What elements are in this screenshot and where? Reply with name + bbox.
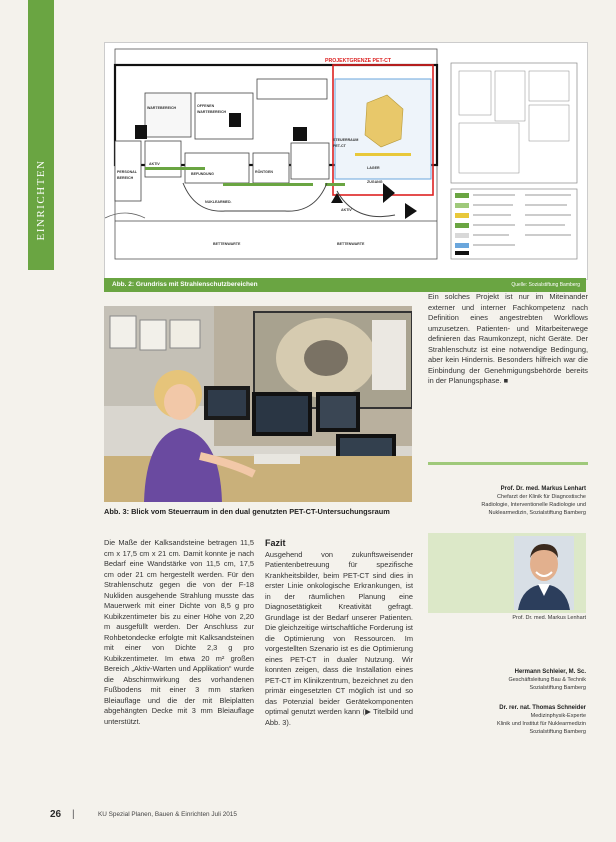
author-line: Nuklearmedizin, Sozialstiftung Bamberg <box>488 510 586 516</box>
portrait-caption: Prof. Dr. med. Markus Lenhart <box>512 615 586 621</box>
svg-text:LAGER: LAGER <box>367 166 380 170</box>
floorplan-caption-bar <box>104 278 586 292</box>
svg-text:PERSONAL: PERSONAL <box>117 170 137 174</box>
author-line: Radiologie, Interventionelle Radiologie und <box>481 502 586 508</box>
author-line: Chefarzt der Klinik für Diagnostische <box>497 494 586 500</box>
author-line: Klinik und Institut für Nuklearmedizin <box>497 721 586 727</box>
svg-text:BEREICH: BEREICH <box>117 176 134 180</box>
author-line: Sozialstiftung Bamberg <box>529 685 586 691</box>
svg-text:NUKLEARMED.: NUKLEARMED. <box>205 200 232 204</box>
svg-text:BETTENWARTE: BETTENWARTE <box>213 242 241 246</box>
svg-text:STEUERRAUM: STEUERRAUM <box>333 138 359 142</box>
author-portrait <box>514 536 574 610</box>
body-column-2 <box>265 538 413 728</box>
floorplan-source: Quelle: Sozialstiftung Bamberg <box>511 282 580 288</box>
svg-text:WARTEBEREICH: WARTEBEREICH <box>147 106 177 110</box>
svg-text:ZUGANG: ZUGANG <box>367 180 383 184</box>
fazit-text: Ausgehend von zukunftsweisender Patientenbetreuung für spezifische Krankheitsbilder, beim PET-CT sind dies in erster Linie onkologische Erkrankungen, ist in der räumlichen Planung eine Diagnosetätigkeit Kreativität gefragt. Grundlage ist der Bedarf unserer Patienten. Die gleichzeitige wirtschaftliche Forderung ist die Optimierung von Ressourcen. Im vorgestellten Szenario ist es die Optimierung eines PET-CT in dualer Nutzung. Wir konnten zeigen, dass die Installation eines PET-CT im Klinikzentrum, bezeichnet zu den primär eingesetzten CT möglich ist und so das Potenzial beider Gerätekomponenten optimal genutzt werden kann (▶ Titelbild und Abb. 3). <box>265 549 413 727</box>
photo-caption: Abb. 3: Blick vom Steuerraum in den dual genutzten PET-CT-Untersuchungsraum <box>104 507 390 516</box>
svg-text:PROJEKTGRENZE PET-CT: PROJEKTGRENZE PET-CT <box>325 58 392 64</box>
svg-text:RÖNTGEN: RÖNTGEN <box>255 170 273 174</box>
author-name: Dr. rer. nat. Thomas Schneider <box>499 705 586 711</box>
body-column-1: Die Maße der Kalksandsteine betragen 11,5 cm x 17,5 cm x 21 cm. Damit konnte je nach Bedarf eine Wandstärke von 11,5 cm, 17,5 cm oder 21 cm hergestellt werden. Für den Strahlenschutz gegen die von der F-18 Nukliden ausgehende Strahlung musste das Mauerwerk mit einer Dichte von 8,5 g pro Kubikzentimeter bis zu einer Höhe von 2,20 m ausgefüllt werden. Der Anschluss zur Rohbetondecke erfolgte mit Kalksandsteinen mit einer von Dichte 2,3 g pro Kubikzentimeter. Im etwa 20 m² großen Bereich „Aktiv-Warten und Applikation“ wurde die Abschirmwirkung des vorhandenen Fußbodens mit einer 3 mm starken Bleiauflage und die der mit Bleiplatten abgehängten Decke mit 3 mm Bleiauflage unterstützt. <box>104 538 254 726</box>
author-line: Sozialstiftung Bamberg <box>529 729 586 735</box>
author-block-3 <box>428 704 586 736</box>
svg-text:AKTIV: AKTIV <box>341 208 352 212</box>
green-divider <box>428 462 588 465</box>
author-block-2 <box>428 668 586 692</box>
body-column-3: Ein solches Projekt ist nur im Miteinander externer und interner Fachkompetenz nach Definition eines angestrebten Workflows umzusetzen. Patienten- und Mitarbeiterwege definieren das Raumkonzept, nicht Geräte. Der Strahlenschutz ist eine notwendige Bedingung, aber kein Hindernis. Besonders hilfreich war die Einbindung der Genehmigungsbehörde bereits in der Planungsphase. ■ <box>428 292 588 385</box>
svg-text:AKTIV: AKTIV <box>149 162 160 166</box>
author-name: Hermann Schleier, M. Sc. <box>514 669 586 675</box>
page-number: 26 <box>50 809 62 820</box>
author-line: Geschäftsleitung Bau & Technik <box>508 677 586 683</box>
svg-text:PET-CT: PET-CT <box>333 144 346 148</box>
author-line: Medizinphysik-Experte <box>530 713 586 719</box>
svg-text:BETTENWARTE: BETTENWARTE <box>337 242 365 246</box>
portrait-illustration <box>514 536 574 610</box>
svg-text:BEFUNDUNG: BEFUNDUNG <box>191 172 214 176</box>
svg-text:WARTEBEREICH: WARTEBEREICH <box>197 110 227 114</box>
floorplan-drawing <box>105 43 587 279</box>
author-name: Prof. Dr. med. Markus Lenhart <box>500 486 586 492</box>
floorplan-figure <box>104 42 588 280</box>
author-block-1 <box>428 485 586 517</box>
floorplan-caption: Abb. 2: Grundriss mit Strahlenschutzbereichen <box>112 281 258 288</box>
footer-separator: | <box>72 809 75 820</box>
control-room-photo <box>104 306 412 502</box>
fazit-heading: Fazit <box>265 538 286 548</box>
publication-line: KU Spezial Planen, Bauen & Einrichten Juli 2015 <box>98 811 237 818</box>
photo-illustration <box>104 306 412 502</box>
section-title: EINRICHTEN <box>35 159 47 241</box>
section-label <box>28 130 54 270</box>
svg-text:OFFENEN: OFFENEN <box>197 104 215 108</box>
